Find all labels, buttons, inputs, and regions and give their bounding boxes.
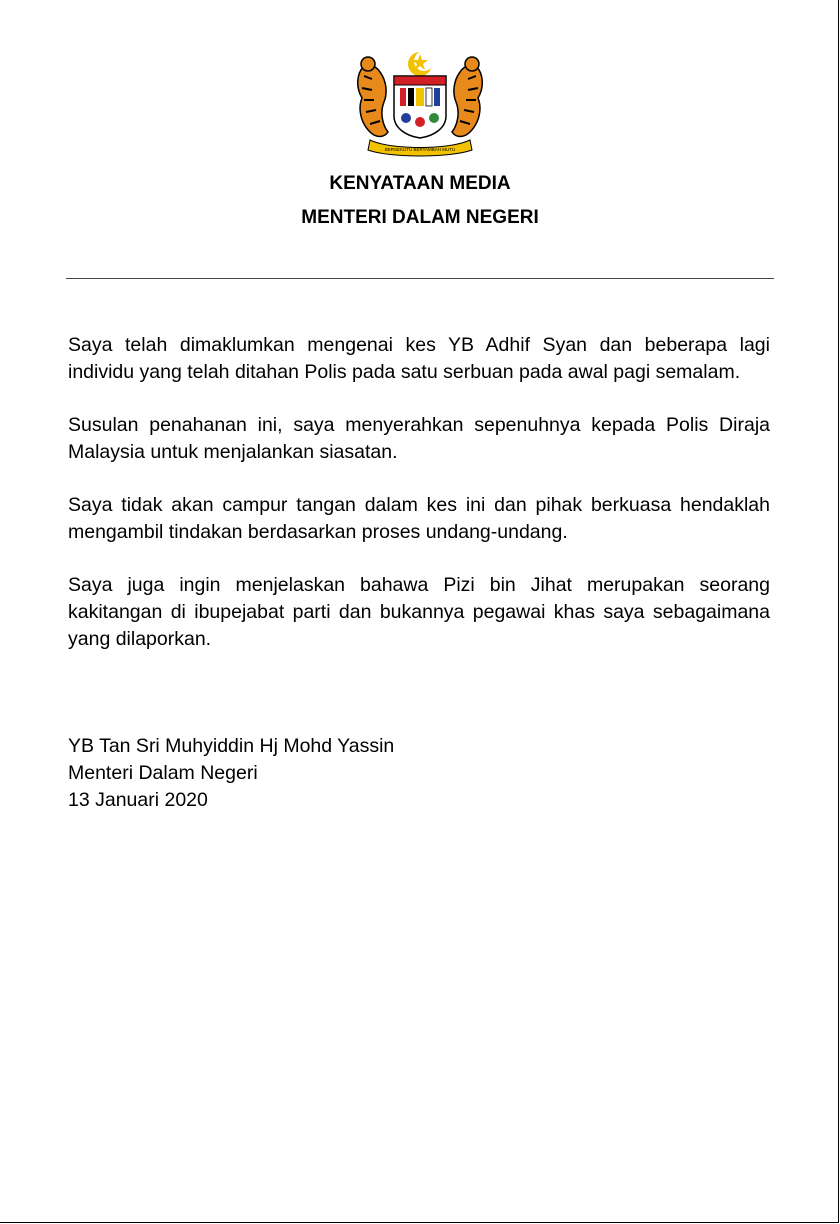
page-subtitle: MENTERI DALAM NEGERI [301,207,539,228]
crest-motto: BERSEKUTU BERTAMBAH MUTU [384,147,456,152]
paragraph-2: Susulan penahanan ini, saya menyerahkan sepenuhnya kepada Polis Diraja Malaysia untuk menjalankan siasatan. [68,414,770,463]
paragraph-3: Saya tidak akan campur tangan dalam kes ini dan pihak berkuasa hendaklah mengambil tindakan berdasarkan proses undang-undang. [68,494,770,543]
statement-date: 13 Januari 2020 [68,789,208,811]
crescent-star-icon [408,51,434,76]
left-tiger-icon [358,57,388,137]
page-title: KENYATAAN MEDIA [329,173,511,194]
paragraph-1: Saya telah dimaklumkan mengenai kes YB Adhif Syan dan beberapa lagi individu yang telah ditahan Polis pada satu serbuan pada awal pagi semalam. [68,334,770,383]
signatory-name: YB Tan Sri Muhyiddin Hj Mohd Yassin [68,735,395,757]
malaysia-coat-of-arms-icon [350,46,490,158]
signatory-position: Menteri Dalam Negeri [68,762,258,784]
shield-icon [394,76,446,138]
paragraph-4: Saya juga ingin menjelaskan bahawa Pizi bin Jihat merupakan seorang kakitangan di ibupejabat parti dan bukannya pegawai khas saya sebagaimana yang dilaporkan. [68,574,770,650]
signature-block [68,733,394,814]
right-tiger-icon [452,57,482,137]
header-divider [66,278,774,279]
